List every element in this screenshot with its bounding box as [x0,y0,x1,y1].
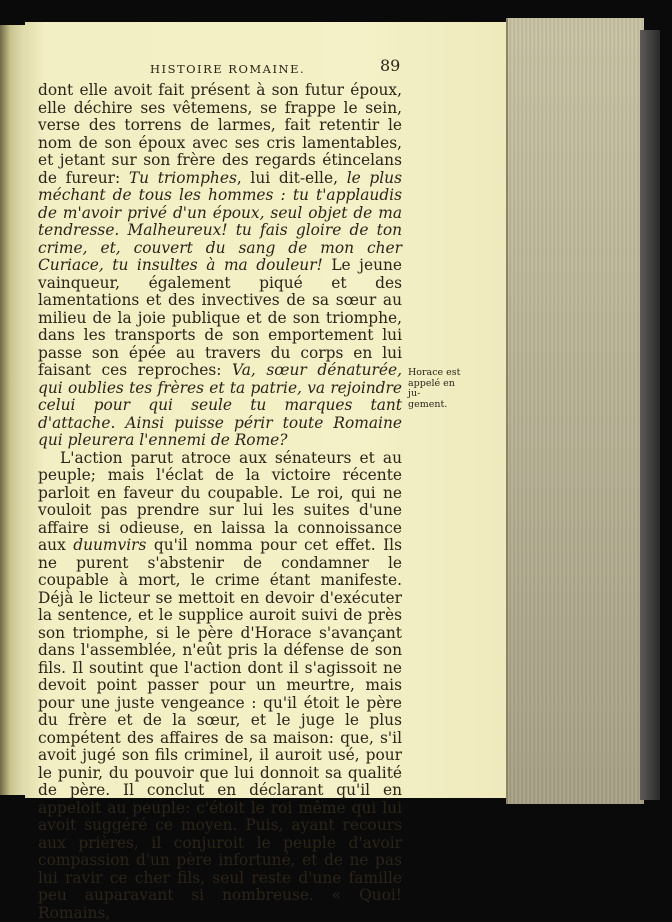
body-text [38,82,402,922]
text-run: qu'il nomma pour cet effet. Ils ne purent s'abstenir de condamner le coupable à mort, le crime étant manifeste. Déjà le licteur se mettoit en devoir d'exécuter la sentence, et le supplice auroit suivi de près son triomphe, si le père d'Horace s'avançant dans l'assemblée, n'eût pris la défense de son fils. Il soutint que l'action dont il s'agissoit ne devoit point passer pour un meurtre, mais pour une juste vengeance : qu'il étoit le père du frère et de la sœur, et le juge le plus compétent des affaires de sa maison: que, s'il avoit jugé son fils criminel, il auroit usé, pour le punir, du pouvoir que lui donnoit sa qualité de père. Il conclut en déclarant qu'il en appeloit au peuple: c'étoit le roi même qui lui avoit suggéré ce moyen. Puis, ayant recours aux prières, il conjuroit le peuple d'avoir compassion d'un père infortuné, et de ne pas lui ravir ce cher fils, seul reste d'une famille peu auparavant si nombreuse. « Quoi! Romains, [38,536,402,922]
italic-run: Va, sœur dénaturée, qui oublies tes frères et ta patrie, va rejoindre celui pour qui seule tu marques tant d'attache. Ainsi puisse périr toute Romaine qui pleurera l'ennemi de Rome? [38,361,402,449]
running-title: HISTOIRE ROMAINE. [150,62,305,76]
text-run: , lui dit-elle, [237,169,347,187]
paragraph-2 [38,450,402,922]
text-run: Le jeune vainqueur, également piqué et des lamentations et des invectives de sa sœur au milieu de la joie publique et de son triomphe, dans les transports de son emportement lui passe son épée au travers du corps en lui faisant ces reproches: [38,256,402,379]
margin-note-line: Horace est [408,368,470,379]
page-number: 89 [380,56,400,75]
page-fore-edge [506,18,644,804]
book-cover-edge [640,30,660,800]
paragraph-1 [38,82,402,450]
italic-run: le plus méchant de tous les hommes : tu t'applaudis de m'avoir privé d'un époux, seul objet de ma tendresse. Malheureux! tu fais gloire de ton crime, et, couvert du sang de mon cher Curiace, tu insultes à ma douleur! [38,169,402,275]
previous-page-edge [0,25,27,795]
italic-run: duumvirs [73,536,146,554]
text-run: dont elle avoit fait présent à son futur époux, elle déchire ses vêtemens, se frappe le sein, verse des torrens de larmes, fait retentir le nom de son époux avec ses cris lamentables, et jetant sur son frère des regards étincelans de fureur: [38,81,402,187]
italic-run: Tu triomphes [129,169,237,187]
margin-note [408,368,470,410]
text-run: L'action parut atroce aux sénateurs et au peuple; mais l'éclat de la victoire récente parloit en faveur du coupable. Le roi, qui ne vouloit pas prendre sur lui les suites d'une affaire si odieuse, en laissa la connoissance aux [38,449,402,555]
margin-note-line: gement. [408,400,470,411]
margin-note-line: appelé en ju- [408,379,470,400]
